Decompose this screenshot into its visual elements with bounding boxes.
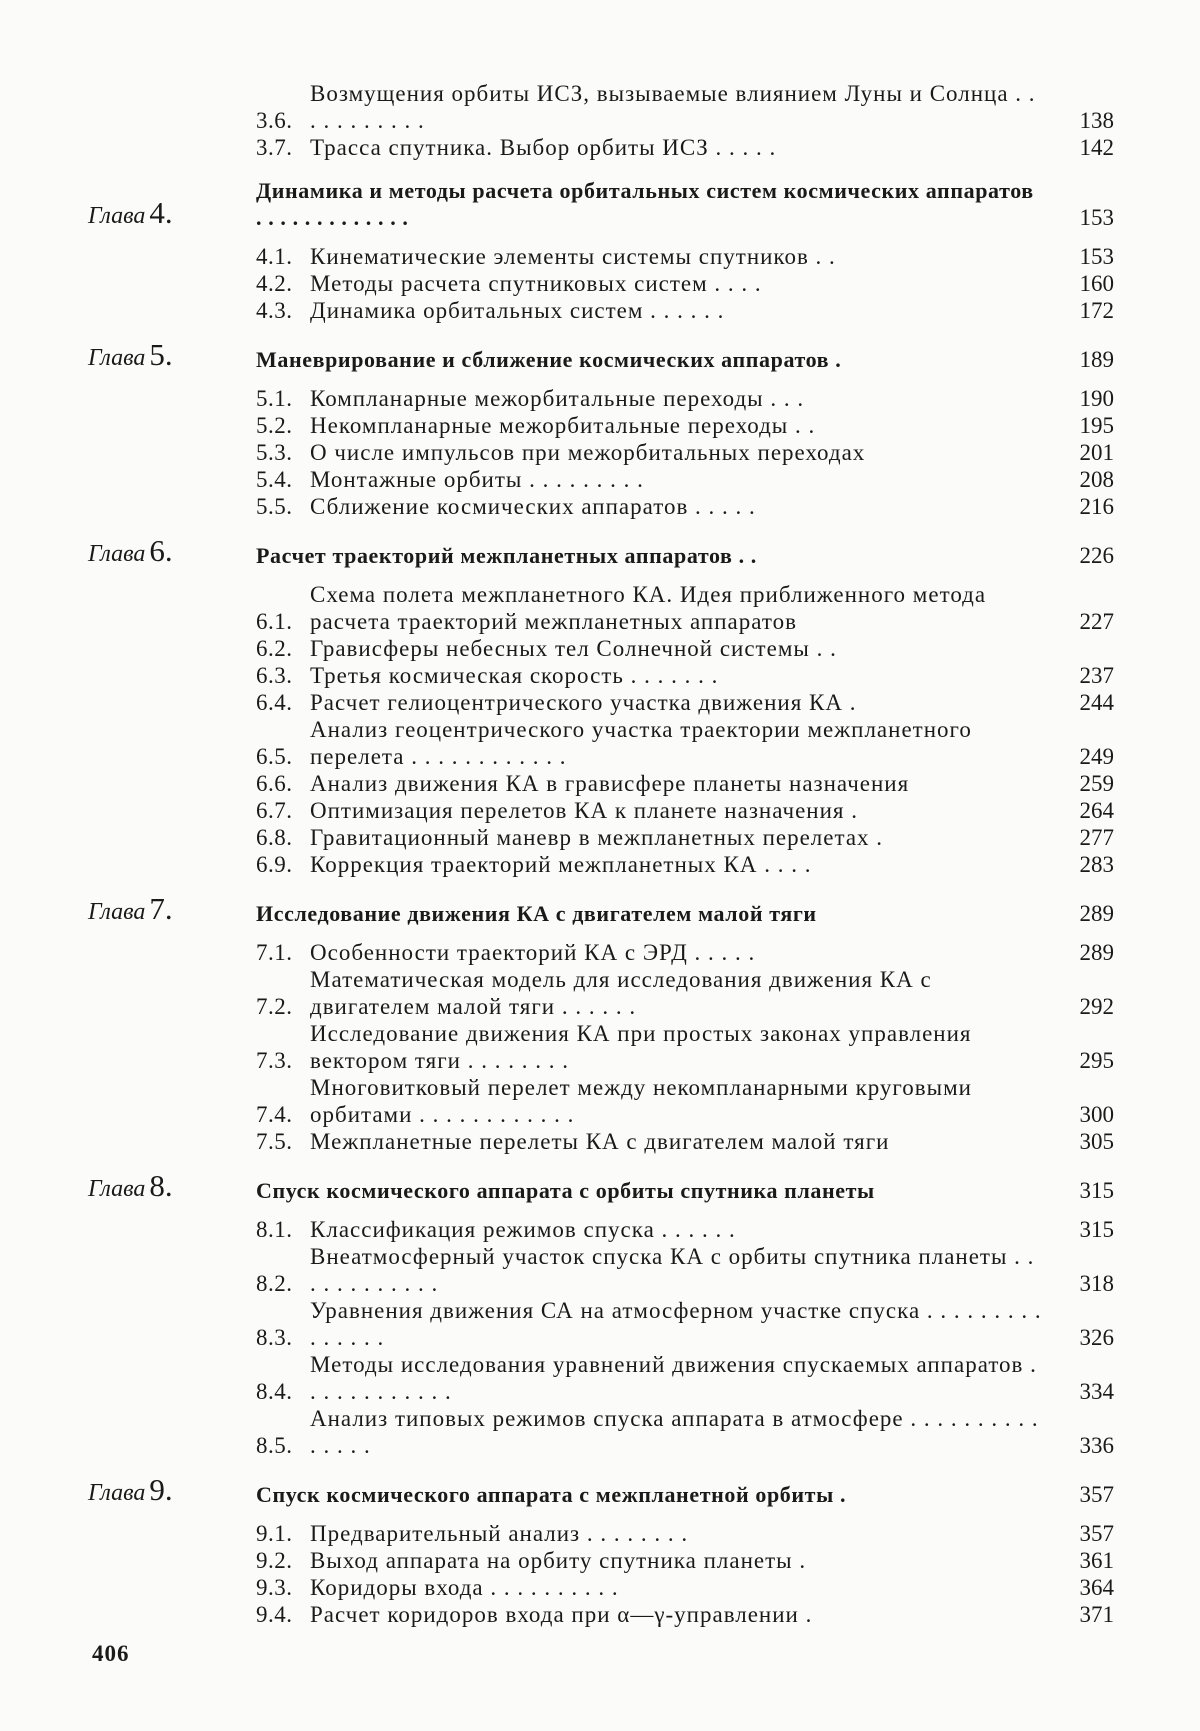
chapter-page: 226 [1079,543,1114,568]
section-title: Схема полета межпланетного КА. Идея приближенного метода расчета траекторий межпланетных аппаратов [310,582,987,634]
chapter-label [88,1168,256,1204]
section-number: 9.1. [256,1521,293,1546]
section-number: 9.3. [256,1575,293,1600]
section-number: 3.6. [256,108,293,133]
section-number: 7.1. [256,940,293,965]
section-page: 336 [1079,1433,1114,1458]
toc-section-row [88,770,1128,797]
section-number: 4.2. [256,271,293,296]
section-title: О числе импульсов при межорбитальных переходах [310,440,866,465]
toc-section-row [88,662,1128,689]
section-page: 357 [1079,1521,1114,1546]
chapter-title: Спуск космического аппарата с межпланетной орбиты . [256,1482,847,1507]
section-page: 201 [1079,440,1114,465]
section-page: 153 [1079,244,1114,269]
chapter-number: 7. [149,891,173,926]
section-page: 371 [1079,1602,1114,1627]
section-page: 300 [1079,1102,1114,1127]
section-title: Расчет гелиоцентрического участка движения КА . [310,690,857,715]
toc-section-row [88,851,1128,878]
toc-section-row [88,966,1128,1020]
section-title: Предварительный анализ . . . . . . . . [310,1521,689,1546]
toc-section-row [88,1074,1128,1128]
toc-section-row [88,270,1128,297]
toc-section-row [88,1351,1128,1405]
section-page: 195 [1079,413,1114,438]
section-number: 8.3. [256,1325,293,1350]
section-number: 7.3. [256,1048,293,1073]
toc-section-row [88,1574,1128,1601]
chapter-word: Глава [88,1480,146,1506]
section-page: 361 [1079,1548,1114,1573]
toc-section-row [88,1601,1128,1628]
section-title: Трасса спутника. Выбор орбиты ИСЗ . . . . . [310,135,777,160]
page-number: 406 [92,1641,130,1666]
toc-section-row [88,243,1128,270]
section-title: Анализ типовых режимов спуска аппарата в атмосфере . . . . . . . . . . . . . . . [310,1406,1039,1458]
section-page: 208 [1079,467,1114,492]
section-number: 5.2. [256,413,293,438]
section-title: Анализ геоцентрического участка траектории межпланетного перелета . . . . . . . . . . . . [310,717,972,769]
section-page: 364 [1079,1575,1114,1600]
section-page: 326 [1079,1325,1114,1350]
section-page: 277 [1079,825,1114,850]
chapter-label [88,1472,256,1508]
section-number: 7.5. [256,1129,293,1154]
chapter-word: Глава [88,345,146,371]
section-page: 249 [1079,744,1114,769]
chapter-number: 9. [149,1472,173,1507]
toc-section-row [88,493,1128,520]
toc-section-row [88,1216,1128,1243]
section-page: 142 [1079,135,1114,160]
section-page: 172 [1079,298,1114,323]
section-title: Методы расчета спутниковых систем . . . . [310,271,762,296]
toc-section-row [88,80,1128,134]
section-page: 305 [1079,1129,1114,1154]
section-title: Кинематические элементы системы спутников . . [310,244,836,269]
chapter-number: 4. [149,195,173,230]
section-page: 190 [1079,386,1114,411]
chapter-title: Динамика и методы расчета орбитальных систем космических аппаратов . . . . . . . . . . . . . [256,178,1034,230]
section-page: 227 [1079,609,1114,634]
section-title: Некомпланарные межорбитальные переходы . . [310,413,816,438]
section-number: 5.4. [256,467,293,492]
section-title: Межпланетные перелеты КА с двигателем малой тяги [310,1129,890,1154]
chapter-label [88,891,256,927]
section-title: Особенности траекторий КА с ЭРД . . . . . [310,940,756,965]
chapter-number: 8. [149,1168,173,1203]
toc-chapter-row [88,533,1128,569]
toc-chapter-row [88,1168,1128,1204]
chapter-page: 189 [1079,347,1114,372]
section-number: 8.4. [256,1379,293,1404]
section-number: 3.7. [256,135,293,160]
chapter-title: Исследование движения КА с двигателем малой тяги [256,901,817,926]
table-of-contents [88,80,1128,1628]
section-page: 264 [1079,798,1114,823]
toc-section-row [88,1128,1128,1155]
section-page: 237 [1079,663,1114,688]
chapter-word: Глава [88,899,146,925]
section-title: Многовитковый перелет между некомпланарными круговыми орбитами . . . . . . . . . . . . [310,1075,972,1127]
section-number: 5.5. [256,494,293,519]
section-page: 295 [1079,1048,1114,1073]
section-number: 6.9. [256,852,293,877]
toc-section-row [88,412,1128,439]
section-page: 259 [1079,771,1114,796]
section-title: Гравитационный маневр в межпланетных перелетах . [310,825,884,850]
section-number: 6.7. [256,798,293,823]
toc-section-row [88,824,1128,851]
chapter-label [88,533,256,569]
section-number: 9.2. [256,1548,293,1573]
section-page: 289 [1079,940,1114,965]
toc-chapter-row [88,177,1128,231]
section-title: Внеатмосферный участок спуска КА с орбиты спутника планеты . . . . . . . . . . . . [310,1244,1035,1296]
section-title: Возмущения орбиты ИСЗ, вызываемые влиянием Луны и Солнца . . . . . . . . . . . [310,81,1036,133]
section-title: Коридоры входа . . . . . . . . . . [310,1575,619,1600]
section-number: 4.1. [256,244,293,269]
section-number: 7.4. [256,1102,293,1127]
section-number: 6.6. [256,771,293,796]
section-page: 318 [1079,1271,1114,1296]
section-number: 7.2. [256,994,293,1019]
chapter-number: 5. [149,337,173,372]
section-number: 6.5. [256,744,293,769]
chapter-page: 289 [1079,901,1114,926]
section-number: 6.4. [256,690,293,715]
section-number: 5.1. [256,386,293,411]
section-number: 9.4. [256,1602,293,1627]
chapter-word: Глава [88,1176,146,1202]
chapter-title: Расчет траекторий межпланетных аппаратов . . [256,543,757,568]
toc-body [88,80,1128,1628]
section-page: 138 [1079,108,1114,133]
toc-section-row [88,1520,1128,1547]
section-title: Методы исследования уравнений движения спускаемых аппаратов . . . . . . . . . . . . [310,1352,1037,1404]
section-page: 292 [1079,994,1114,1019]
toc-section-row [88,939,1128,966]
section-number: 8.1. [256,1217,293,1242]
toc-section-row [88,297,1128,324]
section-title: Анализ движения КА в грависфере планеты назначения [310,771,910,796]
section-number: 6.3. [256,663,293,688]
toc-section-row [88,439,1128,466]
section-title: Монтажные орбиты . . . . . . . . . [310,467,644,492]
toc-section-row [88,134,1128,161]
chapter-page: 357 [1079,1482,1114,1507]
chapter-page: 153 [1079,205,1114,230]
section-title: Уравнения движения СА на атмосферном участке спуска . . . . . . . . . . . . . . . [310,1298,1042,1350]
chapter-title: Спуск космического аппарата с орбиты спутника планеты [256,1178,875,1203]
section-page: 334 [1079,1379,1114,1404]
toc-section-row [88,1547,1128,1574]
toc-section-row [88,1405,1128,1459]
toc-chapter-row [88,891,1128,927]
toc-section-row [88,1020,1128,1074]
section-title: Коррекция траекторий межпланетных КА . . . . [310,852,812,877]
toc-chapter-row [88,337,1128,373]
section-page: 216 [1079,494,1114,519]
section-page: 244 [1079,690,1114,715]
toc-section-row [88,716,1128,770]
chapter-title: Маневрирование и сближение космических аппаратов . [256,347,842,372]
chapter-page: 315 [1079,1178,1114,1203]
toc-section-row [88,1243,1128,1297]
toc-section-row [88,689,1128,716]
toc-section-row [88,581,1128,635]
section-title: Оптимизация перелетов КА к планете назначения . [310,798,858,823]
section-page: 315 [1079,1217,1114,1242]
section-number: 6.1. [256,609,293,634]
section-number: 8.5. [256,1433,293,1458]
chapter-label [88,337,256,373]
section-title: Третья космическая скорость . . . . . . . [310,663,719,688]
toc-section-row [88,635,1128,662]
section-title: Сближение космических аппаратов . . . . . [310,494,756,519]
section-number: 6.2. [256,636,293,661]
section-number: 5.3. [256,440,293,465]
section-title: Выход аппарата на орбиту спутника планеты . [310,1548,807,1573]
section-title: Математическая модель для исследования движения КА с двигателем малой тяги . . . . . . [310,967,932,1019]
toc-section-row [88,385,1128,412]
section-number: 8.2. [256,1271,293,1296]
section-title: Компланарные межорбитальные переходы . . . [310,386,805,411]
toc-chapter-row [88,1472,1128,1508]
toc-section-row [88,797,1128,824]
toc-section-row [88,1297,1128,1351]
section-title: Грависферы небесных тел Солнечной системы . . [310,636,837,661]
section-number: 4.3. [256,298,293,323]
section-page: 160 [1079,271,1114,296]
chapter-number: 6. [149,533,173,568]
section-title: Расчет коридоров входа при α—γ-управлении . [310,1602,813,1627]
section-page: 283 [1079,852,1114,877]
section-number: 6.8. [256,825,293,850]
chapter-label [88,195,256,231]
section-title: Исследование движения КА при простых законах управления вектором тяги . . . . . . . . [310,1021,972,1073]
section-title: Динамика орбитальных систем . . . . . . [310,298,725,323]
chapter-word: Глава [88,203,146,229]
toc-section-row [88,466,1128,493]
chapter-word: Глава [88,541,146,567]
section-title: Классификация режимов спуска . . . . . . [310,1217,736,1242]
